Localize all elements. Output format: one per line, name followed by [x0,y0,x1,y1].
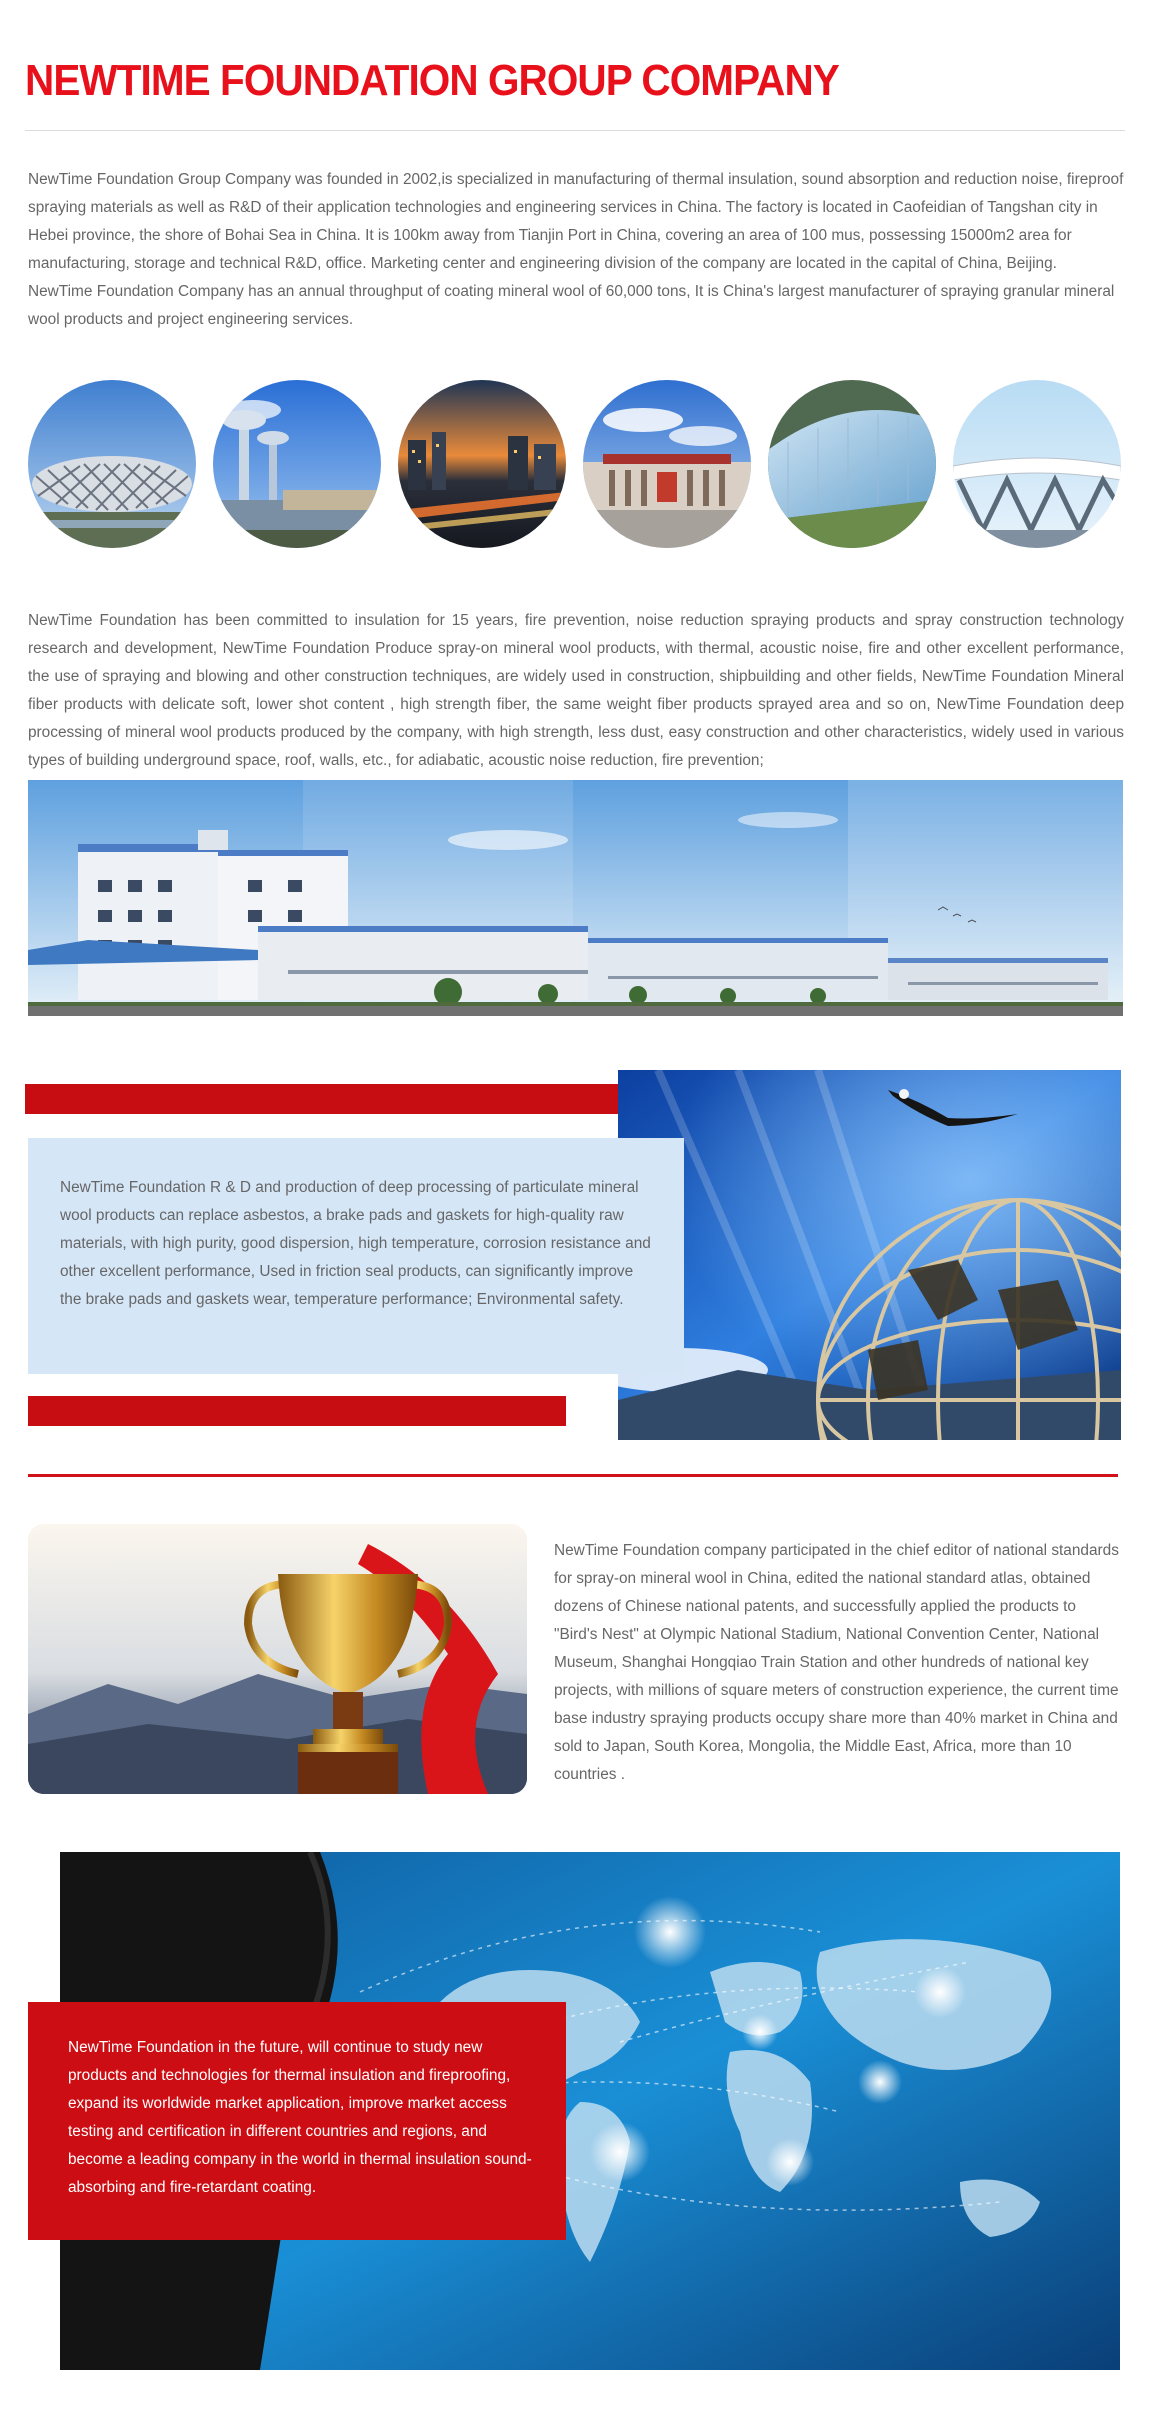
city-night-photo [398,380,566,548]
trophy-image [28,1524,527,1794]
birds-nest-stadium-photo [28,380,196,548]
rnd-paragraph: NewTime Foundation R & D and production of deep processing of particulate mineral wool products can replace asbestos, a brake pads and gaskets for high-quality raw materials, with high purity, good dispersion, high temperature, corrosion resistance and other excellent performance, Used in friction seal products, can significantly improve the brake pads and gaskets wear, temperature performance; Environmental safety. [60,1179,651,1308]
rnd-info-panel [28,1138,684,1374]
about-paragraph: NewTime Foundation has been committed to insulation for 15 years, fire prevention, noise reduction spraying products and spray construction technology research and development, NewTime Foundation Produce spray-on mineral wool products, with thermal, acoustic noise, fire and other excellent performance, the use of spraying and blowing and other construction techniques, are widely used in construction, shipbuilding and other fields, NewTime Foundation Mineral fiber products with delicate soft, lower shot content , high strength fiber, the same weight fiber products sprayed area and so on, NewTime Foundation deep processing of mineral wool products produced by the company, with high strength, less dust, easy construction and other characteristics, widely used in various types of building underground space, roof, walls, etc., for adiabatic, acoustic noise reduction, fire prevention; [28,612,1124,769]
section-divider [28,1474,1118,1477]
red-accent-bar-top [25,1084,685,1114]
factory-banner-image [28,780,1123,1016]
future-paragraph: NewTime Foundation in the future, will continue to study new products and technologies for thermal insulation and fireproofing, expand its worldwide market application, improve market access testing and certification in different countries and regions, and become a leading company in the world in thermal insulation sound-absorbing and fire-retardant coating. [68,2039,532,2196]
olympic-towers-photo [213,380,381,548]
national-museum-photo [583,380,751,548]
convention-center-photo [768,380,936,548]
page-title: NEWTIME FOUNDATION GROUP COMPANY [25,56,839,105]
title-divider [25,130,1125,131]
globe-eagle-image [618,1070,1121,1440]
intro-paragraph: NewTime Foundation Group Company was founded in 2002,is specialized in manufacturing of thermal insulation, sound absorption and reduction noise, fireproof spraying materials as well as R&D of their application technologies and engineering services in China. The factory is located in Caofeidian of Tangshan city in Hebei province, the shore of Bohai Sea in China. It is 100km away from Tianjin Port in China, covering an area of 100 mus, possessing 15000m2 area for manufacturing, storage and technical R&D, office. Marketing center and engineering division of the company are located in the capital of China, Beijing. NewTime Foundation Company has an annual throughput of coating mineral wool of 60,000 tons, It is China's largest manufacturer of spraying granular mineral wool products and project engineering services. [28,171,1124,328]
project-gallery [28,380,1124,550]
achievements-paragraph: NewTime Foundation company participated in the chief editor of national standards for spray-on mineral wool in China, edited the national standard atlas, obtained dozens of Chinese national patents, and successfully applied the products to "Bird's Nest" at Olympic National Stadium, National Convention Center, National Museum, Shanghai Hongqiao Train Station and other hundreds of national key projects, with millions of square meters of construction experience, the current time base industry spraying products occupy share more than 40% market in China and sold to Japan, South Korea, Mongolia, the Middle East, Africa, more than 10 countries . [554,1542,1119,1783]
future-vision-panel [28,2002,566,2240]
red-accent-bar-bottom [28,1396,566,1426]
train-station-photo [953,380,1121,548]
